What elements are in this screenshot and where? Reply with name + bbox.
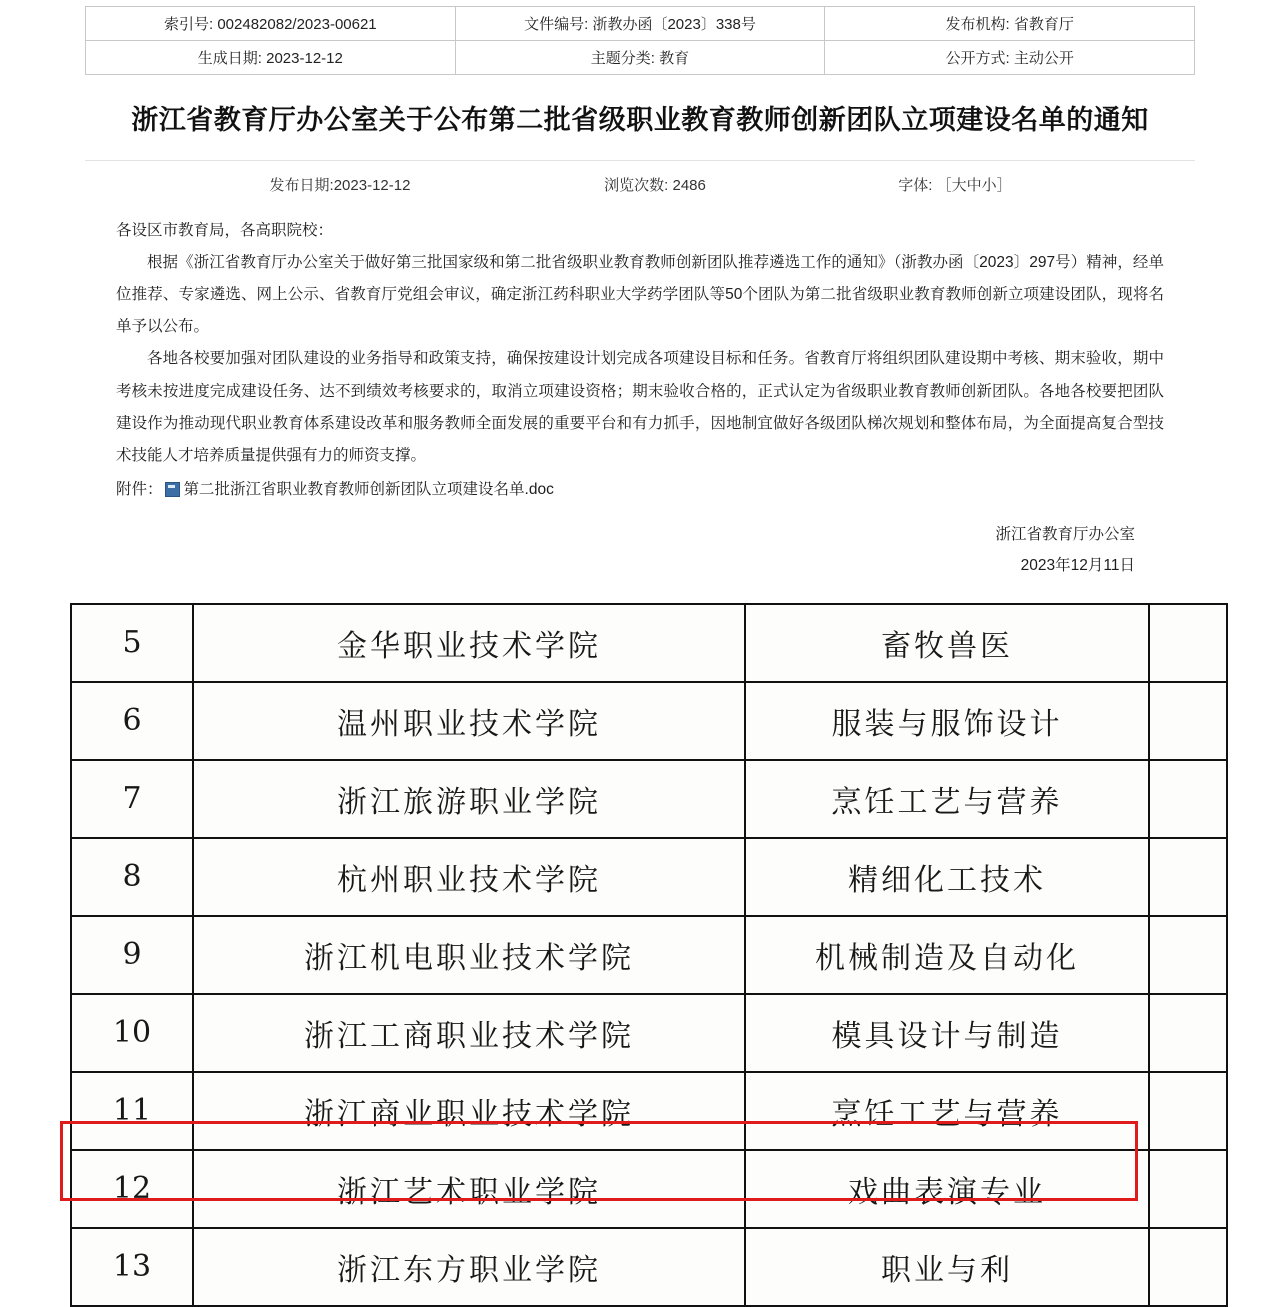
row-major: 精细化工技术 (745, 838, 1149, 916)
body-paragraph-1: 根据《浙江省教育厅办公室关于做好第三批国家级和第二批省级职业教育教师创新团队推荐遴选工作的通知》（浙教办函〔2023〕297号）精神，经单位推荐、专家遴选、网上公示、省教育厅党组会审议，确定浙江药科职业大学药学团队等50个团队为第二批省级职业教育教师创新立项建设团队，现将名单予以公布。 (116, 254, 1164, 336)
table-row (71, 838, 1227, 916)
table-row (71, 1228, 1227, 1306)
meta-label-createdate: 生成日期: (197, 50, 262, 67)
row-organization: 浙江机电职业技术学院 (193, 916, 745, 994)
row-number: 12 (71, 1150, 193, 1228)
attachment-row (116, 474, 1164, 505)
font-bracket-open: ［ (936, 176, 952, 194)
document-wrapper (85, 0, 1195, 581)
project-list-table (70, 603, 1228, 1307)
meta-value-docnumber: 浙教办函〔2023〕338号 (592, 16, 756, 33)
table-row (71, 604, 1227, 682)
meta-value-category: 教育 (659, 50, 690, 67)
table-row (71, 916, 1227, 994)
meta-label-category: 主题分类: (590, 50, 655, 67)
row-extra (1149, 838, 1227, 916)
row-extra (1149, 994, 1227, 1072)
meta-cell-createdate (86, 41, 456, 75)
attachment-link[interactable]: 第二批浙江省职业教育教师创新团队立项建设名单.doc (183, 480, 554, 498)
row-major: 烹饪工艺与营养 (745, 760, 1149, 838)
scanned-table (70, 603, 1210, 1307)
row-extra (1149, 1228, 1227, 1306)
row-major: 服装与服饰设计 (745, 682, 1149, 760)
row-number: 10 (71, 994, 193, 1072)
row-number: 8 (71, 838, 193, 916)
signoff-block (87, 519, 1193, 581)
meta-label-docnumber: 文件编号: (524, 16, 589, 33)
font-size-label: 字体: (898, 176, 933, 194)
row-major: 模具设计与制造 (745, 994, 1149, 1072)
document-subinfo (85, 161, 1195, 207)
body-paragraph-2: 各地各校要加强对团队建设的业务指导和政策支持，确保按建设计划完成各项建设目标和任务。省教育厅将组织团队建设期中考核、期末验收，期中考核未按进度完成建设任务、达不到绩效考核要求的，取消立项建设资格；期末验收合格的，正式认定为省级职业教育教师创新团队。各地各校要把团队建设作为推动现代职业教育体系建设改革和服务教师全面发展的重要平台和有力抓手，因地制宜做好各级团队梯次规划和整体布局，为全面提高复合型技术技能人才培养质量提供强有力的师资支撑。 (116, 350, 1164, 464)
font-bracket-close: ］ (996, 176, 1012, 194)
meta-cell-category (455, 41, 825, 75)
table-row (71, 994, 1227, 1072)
meta-cell-docnumber (455, 7, 825, 41)
view-count: 浏览次数: 2486 (604, 176, 706, 194)
meta-value-publisher: 省教育厅 (1013, 16, 1074, 33)
row-organization: 温州职业技术学院 (193, 682, 745, 760)
row-number: 5 (71, 604, 193, 682)
table-row (86, 7, 1195, 41)
row-extra (1149, 682, 1227, 760)
row-organization: 浙江商业职业技术学院 (193, 1072, 745, 1150)
document-body (116, 215, 1164, 472)
row-extra (1149, 1072, 1227, 1150)
meta-cell-disclosure (825, 41, 1195, 75)
signoff-organization: 浙江省教育厅办公室 (995, 525, 1135, 543)
row-major: 戏曲表演专业 (745, 1150, 1149, 1228)
row-organization: 浙江工商职业技术学院 (193, 994, 745, 1072)
row-organization: 金华职业技术学院 (193, 604, 745, 682)
font-size-large-button[interactable]: 大 (951, 176, 967, 194)
table-row (71, 682, 1227, 760)
meta-label-publisher: 发布机构: (945, 16, 1010, 33)
row-organization: 浙江东方职业学院 (193, 1228, 745, 1306)
table-row (86, 41, 1195, 75)
font-size-control (805, 174, 1105, 195)
row-organization: 杭州职业技术学院 (193, 838, 745, 916)
document-file-icon (165, 482, 180, 497)
row-number: 6 (71, 682, 193, 760)
row-extra (1149, 1150, 1227, 1228)
attachment-label: 附件： (116, 480, 163, 498)
row-organization: 浙江旅游职业学院 (193, 760, 745, 838)
row-major: 职业与利 (745, 1228, 1149, 1306)
table-row (71, 760, 1227, 838)
meta-label-index: 索引号: (163, 16, 214, 33)
signoff-date: 2023年12月11日 (1020, 556, 1135, 574)
meta-value-createdate: 2023-12-12 (266, 50, 343, 67)
font-size-medium-button[interactable]: 中 (966, 176, 982, 194)
meta-value-index: 002482082/2023-00621 (217, 16, 377, 33)
table-row (71, 1072, 1227, 1150)
meta-cell-publisher (825, 7, 1195, 41)
row-number: 9 (71, 916, 193, 994)
row-number: 13 (71, 1228, 193, 1306)
meta-label-disclosure: 公开方式: (945, 50, 1010, 67)
page-title: 浙江省教育厅办公室关于公布第二批省级职业教育教师创新团队立项建设名单的通知 (131, 105, 1149, 135)
row-major: 畜牧兽医 (745, 604, 1149, 682)
font-size-small-button[interactable]: 小 (981, 176, 997, 194)
row-major: 烹饪工艺与营养 (745, 1072, 1149, 1150)
row-extra (1149, 916, 1227, 994)
row-extra (1149, 604, 1227, 682)
salutation: 各设区市教育局，各高职院校： (116, 222, 334, 240)
meta-cell-index (86, 7, 456, 41)
row-number: 11 (71, 1072, 193, 1150)
row-major: 机械制造及自动化 (745, 916, 1149, 994)
row-number: 7 (71, 760, 193, 838)
publish-date: 发布日期:2023-12-12 (269, 176, 411, 194)
table-row-highlighted (71, 1150, 1227, 1228)
scanned-table-image (70, 603, 1210, 1288)
row-organization: 浙江艺术职业学院 (193, 1150, 745, 1228)
meta-value-disclosure: 主动公开 (1013, 50, 1074, 67)
metadata-table (85, 6, 1195, 75)
row-extra (1149, 760, 1227, 838)
